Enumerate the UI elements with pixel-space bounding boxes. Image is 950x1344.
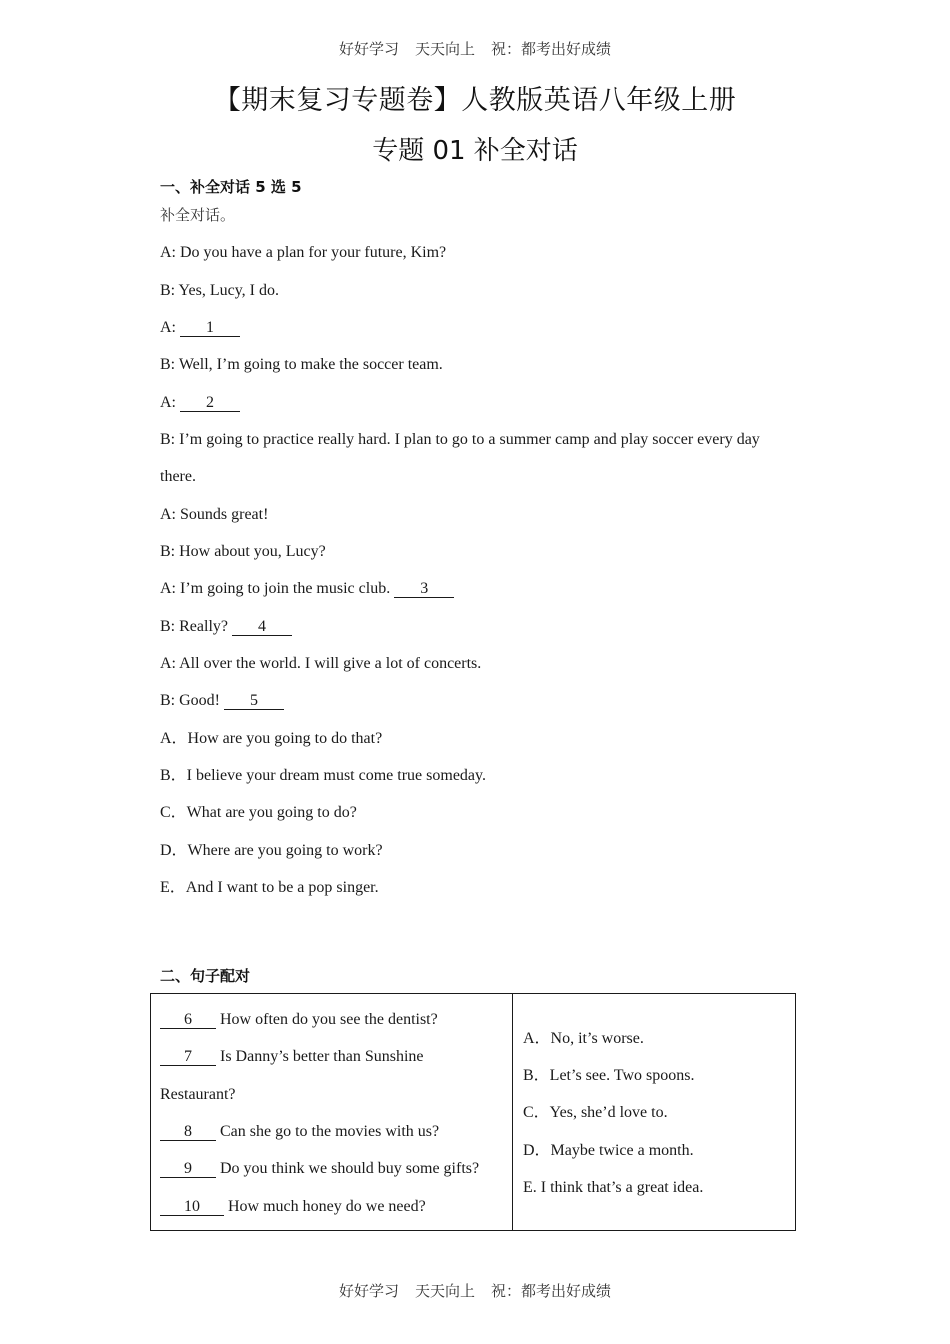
footer-text-3: 祝：都考出好成绩 xyxy=(491,1282,612,1300)
answer-blank-5[interactable]: 5 xyxy=(224,692,284,710)
answer-d: D．Maybe twice a month. xyxy=(523,1142,694,1159)
dialogue-text: How about you, Lucy? xyxy=(179,543,326,560)
dialogue-text: All over the world. I will give a lot of concerts. xyxy=(179,655,482,672)
header-text-3: 祝：都考出好成绩 xyxy=(491,40,612,58)
section2-heading: 二、句子配对 xyxy=(160,967,251,985)
question-text: How often do you see the dentist? xyxy=(220,1011,438,1028)
question-text: Can she go to the movies with us? xyxy=(220,1123,440,1140)
answer-e: E. I think that’s a great idea. xyxy=(523,1179,704,1196)
question-7-cont xyxy=(160,1085,236,1105)
section1-instruction: 补全对话。 xyxy=(160,206,236,224)
dialogue-line xyxy=(160,654,481,674)
answer-blank-2[interactable]: 2 xyxy=(180,394,240,412)
dialogue-text: Really? xyxy=(179,618,228,635)
dialogue-line xyxy=(160,355,443,375)
dialogue-line xyxy=(160,467,196,487)
answer-blank-6[interactable]: 6 xyxy=(160,1011,216,1029)
answer-blank-9[interactable]: 9 xyxy=(160,1160,216,1178)
speaker-label: A: xyxy=(160,244,176,261)
question-10 xyxy=(160,1197,426,1217)
answer-a: A．No, it’s worse. xyxy=(523,1030,644,1047)
question-6 xyxy=(160,1010,438,1030)
question-7 xyxy=(160,1047,424,1067)
answer-b: B．Let’s see. Two spoons. xyxy=(523,1067,695,1084)
speaker-label: A: xyxy=(160,319,176,336)
dialogue-line xyxy=(160,542,326,562)
header-text-1: 好好学习 xyxy=(338,40,399,58)
page-footer xyxy=(0,1280,950,1301)
dialogue-text: Do you have a plan for your future, Kim? xyxy=(180,244,447,261)
speaker-label: B: xyxy=(160,356,176,373)
dialogue-line xyxy=(160,505,268,525)
dialogue-line xyxy=(160,243,446,263)
dialogue-line xyxy=(160,691,284,711)
speaker-label: B: xyxy=(160,282,176,299)
dialogue-text: Sounds great! xyxy=(180,506,269,523)
question-9 xyxy=(160,1159,479,1179)
dialogue-text: Yes, Lucy, I do. xyxy=(178,282,279,299)
speaker-label: A: xyxy=(160,655,176,672)
speaker-label: A: xyxy=(160,394,176,411)
page-title: 【期末复习专题卷】人教版英语八年级上册 xyxy=(213,85,737,116)
speaker-label: B: xyxy=(160,543,176,560)
answers-column xyxy=(513,994,796,1231)
option-c: C．What are you going to do? xyxy=(160,804,357,821)
answer-blank-1[interactable]: 1 xyxy=(180,319,240,337)
dialogue-text: there. xyxy=(160,468,196,485)
speaker-label: B: xyxy=(160,618,176,635)
dialogue-text: I’m going to join the music club. xyxy=(180,580,391,597)
footer-text-2: 天天向上 xyxy=(414,1282,475,1300)
question-text: How much honey do we need? xyxy=(228,1198,426,1215)
speaker-label: B: xyxy=(160,692,176,709)
dialogue-line xyxy=(160,579,454,599)
page-subtitle: 专题 01 补全对话 xyxy=(372,136,578,166)
answer-blank-3[interactable]: 3 xyxy=(394,580,454,598)
dialogue-text: I’m going to practice really hard. I plan to go to a summer camp and play soccer every day xyxy=(179,431,760,448)
dialogue-line xyxy=(160,617,292,637)
answer-blank-8[interactable]: 8 xyxy=(160,1123,216,1141)
answer-c: C．Yes, she’d love to. xyxy=(523,1104,668,1121)
option-e: E．And I want to be a pop singer. xyxy=(160,879,379,896)
dialogue-line xyxy=(160,281,279,301)
question-text: Is Danny’s better than Sunshine xyxy=(220,1048,424,1065)
dialogue-text: Well, I’m going to make the soccer team. xyxy=(178,356,443,373)
header-text-2: 天天向上 xyxy=(414,40,475,58)
question-8 xyxy=(160,1122,439,1142)
questions-column xyxy=(151,994,513,1231)
speaker-label: B: xyxy=(160,431,176,448)
question-text: Restaurant? xyxy=(160,1086,236,1103)
dialogue-line xyxy=(160,393,240,413)
page-header xyxy=(0,38,950,59)
dialogue-line xyxy=(160,318,240,338)
answer-blank-10[interactable]: 10 xyxy=(160,1198,224,1216)
speaker-label: A: xyxy=(160,506,176,523)
matching-table xyxy=(150,993,796,1231)
question-text: Do you think we should buy some gifts? xyxy=(220,1160,480,1177)
speaker-label: A: xyxy=(160,580,176,597)
answer-blank-4[interactable]: 4 xyxy=(232,618,292,636)
section1-heading: 一、补全对话 5 选 5 xyxy=(160,178,302,196)
option-b: B．I believe your dream must come true someday. xyxy=(160,767,486,784)
footer-text-1: 好好学习 xyxy=(338,1282,399,1300)
dialogue-text: Good! xyxy=(179,692,221,709)
answer-blank-7[interactable]: 7 xyxy=(160,1048,216,1066)
option-d: D．Where are you going to work? xyxy=(160,842,383,859)
dialogue-line xyxy=(160,430,760,450)
option-a: A．How are you going to do that? xyxy=(160,730,383,747)
